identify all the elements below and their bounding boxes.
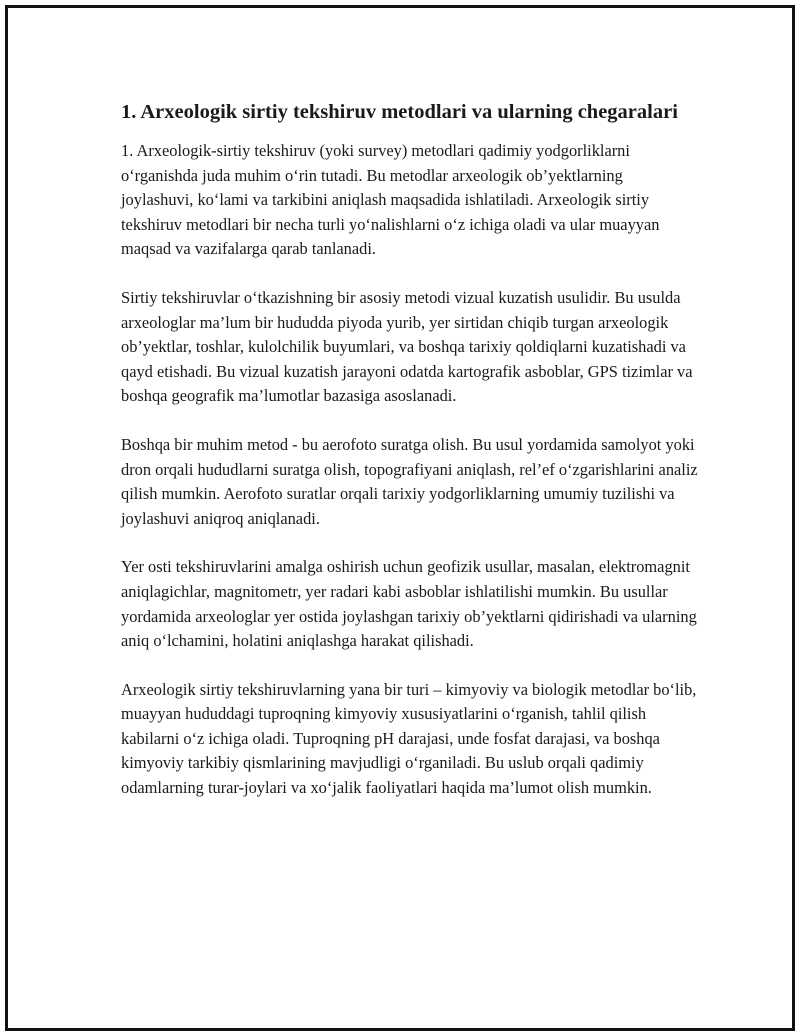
document-title: 1. Arxeologik sirtiy tekshiruv metodlari va ularning chegaralari — [121, 101, 678, 123]
paragraph-3: Boshqa bir muhim metod - bu aerofoto suratga olish. Bu usul yordamida samolyot yoki dron orqali hududlarni suratga olish, topografiyani aniqlash, rel’ef o‘zgarishlarini analiz qilish mumkin. Aerofoto suratlar orqali tarixiy yodgorliklarning umumiy tuzilishi va joylashuvi aniqroq aniqlanadi. — [121, 434, 698, 528]
paragraph-4: Yer osti tekshiruvlarini amalga oshirish uchun geofizik usullar, masalan, elektromagnit aniqlagichlar, magnitometr, yer radari kabi asboblar ishlatilishi mumkin. Bu usullar yordamida arxeologlar yer ostida joylashgan tarixiy ob’yektlarni qidirishadi va ularning aniq o‘lchamini, holatini aniqlashga harakat qilishadi. — [121, 557, 697, 651]
paragraph-1: 1. Arxeologik-sirtiy tekshiruv (yoki survey) metodlari qadimiy yodgorliklarni o‘rganishda juda muhim o‘rin tutadi. Bu metodlar arxeologik ob’yektlarning joylashuvi, ko‘lami va tarkibini aniqlash maqsadida ishlatiladi. Arxeologik sirtiy tekshiruv metodlari bir necha turli yo‘nalishlarni o‘z ichiga oladi va ular muayyan maqsad va vazifalarga qarab tanlanadi. — [121, 141, 660, 259]
paragraph-2: Sirtiy tekshiruvlar o‘tkazishning bir asosiy metodi vizual kuzatish usulidir. Bu usulda arxeologlar ma’lum bir hududda piyoda yurib, yer sirtidan chiqib turgan arxeologik ob’yektlar, toshlar, kulolchilik buyumlari, va boshqa tarixiy qoldiqlarni kuzatishadi va qayd etishadi. Bu vizual kuzatish jarayoni odatda kartografik asboblar, GPS tizimlar va boshqa geografik ma’lumotlar bazasiga asoslanadi. — [121, 287, 693, 406]
paragraph-5: Arxeologik sirtiy tekshiruvlarning yana bir turi – kimyoviy va biologik metodlar bo‘lib, muayyan hududdagi tuproqning kimyoviy xususiyatlarini o‘rganish, tahlil qilish kabilarni o‘z ichiga oladi. Tuproqning pH darajasi, unde fosfat darajasi, va boshqa kimyoviy tarkibiy qismlarining mavjudligi o‘rganiladi. Bu uslub orqali qadimiy odamlarning turar-joylari va xo‘jalik faoliyatlari haqida ma’lumot olish mumkin. — [121, 679, 697, 798]
page-frame — [5, 5, 795, 1031]
document-body — [121, 100, 699, 825]
